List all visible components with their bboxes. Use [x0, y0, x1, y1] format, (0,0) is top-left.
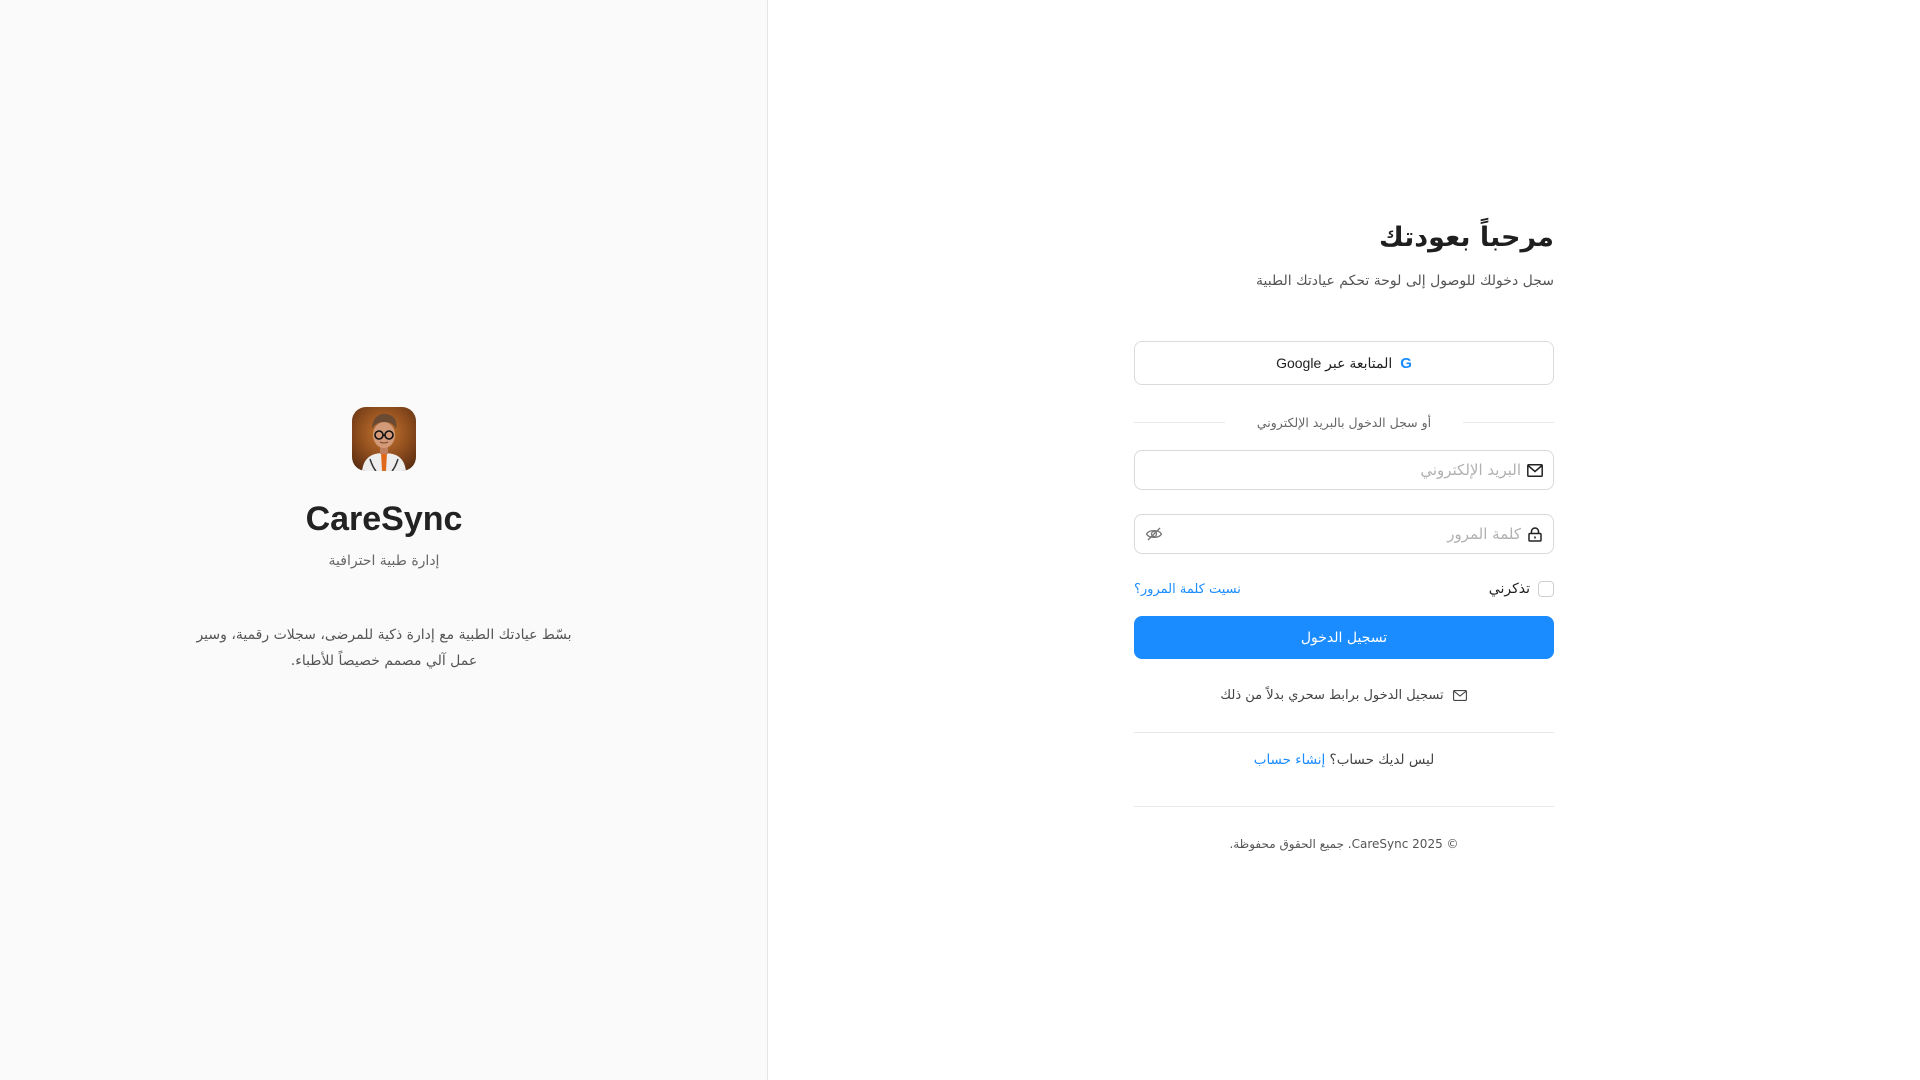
- magic-link-label: تسجيل الدخول برابط سحري بدلاً من ذلك: [1220, 687, 1444, 703]
- eye-off-icon[interactable]: [1145, 525, 1163, 543]
- divider: [1134, 806, 1554, 807]
- remember-me-checkbox[interactable]: [1538, 581, 1554, 597]
- brand-panel: [0, 0, 768, 1080]
- page-title: مرحباً بعودتك: [1379, 222, 1554, 253]
- mail-icon: [1452, 687, 1468, 703]
- lock-icon: [1527, 526, 1543, 542]
- divider-line: [1463, 422, 1554, 423]
- divider: [1134, 732, 1554, 733]
- no-account-text: ليس لديك حساب؟: [1329, 752, 1435, 768]
- google-signin-button[interactable]: [1134, 341, 1554, 385]
- remember-me-label: تذكرني: [1488, 581, 1530, 597]
- divider-line: [1134, 422, 1225, 423]
- signup-prompt: [1134, 752, 1554, 768]
- forgot-password-link[interactable]: نسيت كلمة المرور؟: [1134, 581, 1241, 597]
- create-account-link[interactable]: إنشاء حساب: [1253, 752, 1326, 768]
- brand-description: بسّط عيادتك الطبية مع إدارة ذكية للمرضى، سجلات رقمية، وسير عمل آلي مصمم خصيصاً للأطباء.: [196, 627, 572, 669]
- email-input[interactable]: [1145, 461, 1527, 479]
- copyright-footer: © 2025 CareSync. جميع الحقوق محفوظة.: [1229, 837, 1459, 851]
- remember-me-toggle[interactable]: [1489, 581, 1554, 597]
- remember-row: [1134, 578, 1554, 600]
- brand-tagline: إدارة طبية احترافية: [328, 553, 440, 569]
- mail-icon: [1527, 462, 1543, 478]
- password-field[interactable]: [1134, 514, 1554, 554]
- password-input[interactable]: [1163, 525, 1527, 543]
- magic-link-button[interactable]: [1134, 684, 1554, 706]
- doctor-avatar-icon: [352, 407, 416, 471]
- or-divider: [1134, 412, 1554, 432]
- doctor-avatar-logo: [352, 407, 416, 471]
- page-subtitle: سجل دخولك للوصول إلى لوحة تحكم عيادتك الطبية: [1256, 273, 1554, 289]
- email-field[interactable]: [1134, 450, 1554, 490]
- google-icon: G: [1400, 354, 1412, 372]
- or-divider-text: أو سجل الدخول بالبريد الإلكتروني: [1256, 414, 1432, 430]
- login-button[interactable]: تسجيل الدخول: [1134, 616, 1554, 659]
- brand-name: CareSync: [305, 500, 463, 538]
- google-signin-label: المتابعة عبر Google: [1276, 354, 1393, 371]
